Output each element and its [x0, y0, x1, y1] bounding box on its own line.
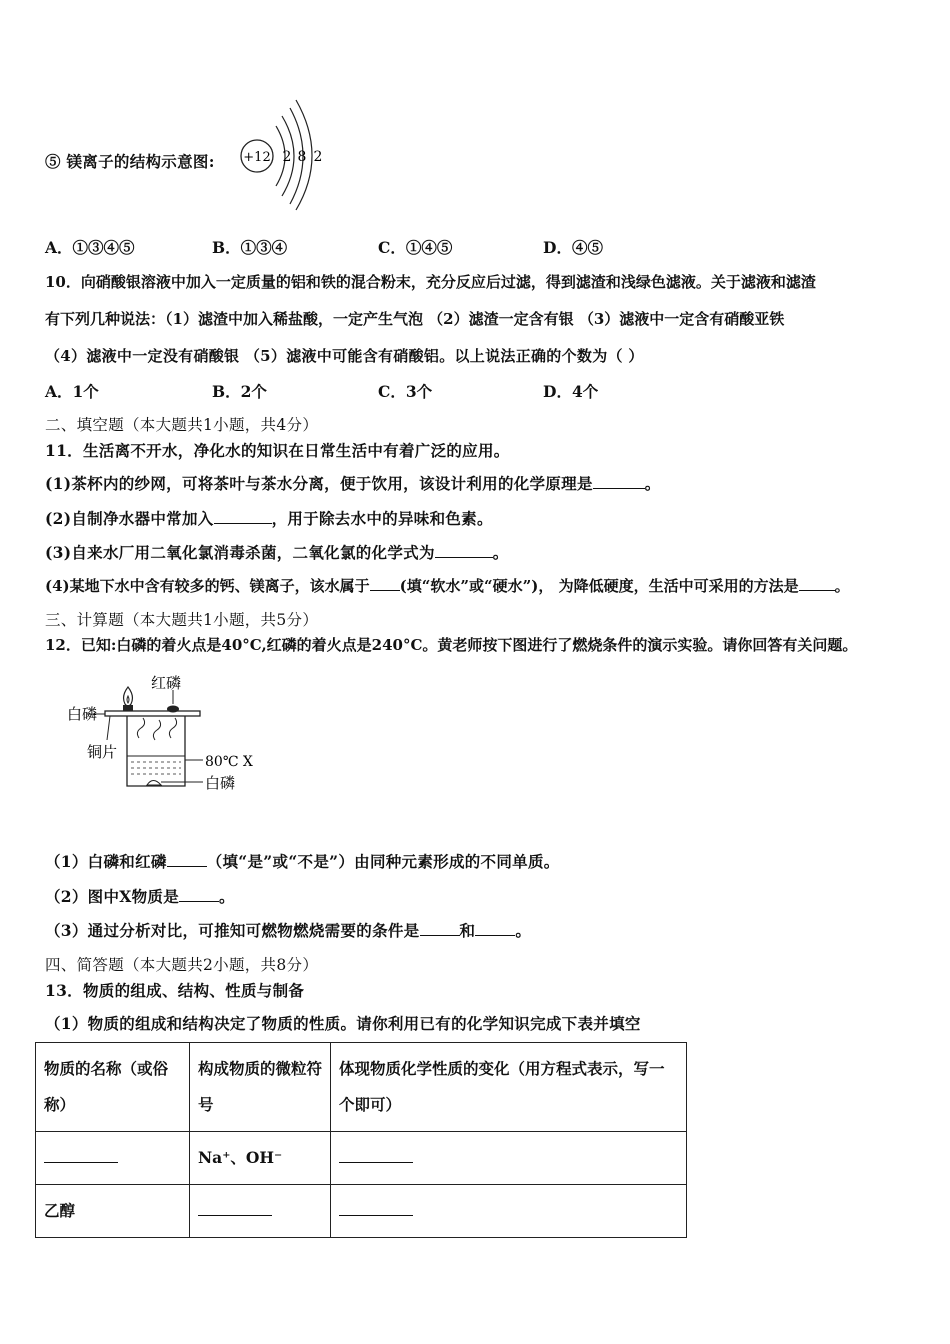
q11-part3: (3)自来水厂用二氧化氯消毒杀菌，二氧化氯的化学式为 。: [45, 543, 509, 562]
q9-item5-label: ⑤ 镁离子的结构示意图:: [45, 152, 215, 171]
q13-table: [35, 1042, 687, 1238]
label-copper-plate: 铜片: [87, 743, 118, 761]
q11-part4: (4)某地下水中含有较多的钙、镁离子，该水属于 (填“软水”或“硬水”)， 为降低硬度，生活中可采用的方法是 。: [45, 577, 850, 595]
q12-part2: （2）图中X物质是 。: [45, 887, 235, 906]
q10-line3: （4）滤液中一定没有硝酸银 （5）滤液中可能含有硝酸铝。以上说法正确的个数为（ ）: [45, 347, 644, 365]
q10-line2: 有下列几种说法：（1）滤渣中加入稀盐酸，一定产生气泡 （2）滤渣一定含有银 （3）滤液中一定含有硝酸亚铁: [45, 310, 785, 328]
section3-heading: 三、计算题（本大题共1小题，共5分）: [45, 611, 319, 629]
table-cell-blank[interactable]: [331, 1185, 687, 1238]
label-red-phosphorus: 红磷: [151, 674, 182, 692]
q9-option-c: C．①④⑤: [378, 238, 453, 257]
table-cell: 乙醇: [36, 1185, 190, 1238]
q9-option-b: B．①③④: [212, 238, 288, 257]
combustion-experiment-figure: [65, 668, 275, 798]
shell-2-count: 8: [297, 149, 307, 165]
table-row: [36, 1185, 687, 1238]
q13-part1: （1）物质的组成和结构决定了物质的性质。请你利用已有的化学知识完成下表并填空: [45, 1014, 641, 1033]
table-header-cell: 物质的名称（或俗称）: [36, 1043, 190, 1132]
q13-stem: 13．物质的组成、结构、性质与制备: [45, 981, 305, 1000]
q11-part2: (2)自制净水器中常加入 ，用于除去水中的异味和色素。: [45, 509, 493, 528]
q12-part3: （3）通过分析对比，可推知可燃物燃烧需要的条件是 和 。: [45, 921, 532, 940]
table-cell-blank[interactable]: [36, 1132, 190, 1185]
magnesium-ion-structure-diagram: [236, 96, 336, 211]
nucleus-charge: +12: [243, 150, 271, 165]
q10-option-a: A．1个: [45, 382, 99, 401]
q10-option-c: C．3个: [378, 382, 433, 401]
shell-3-count: 2: [313, 149, 323, 165]
q11-part1: (1)茶杯内的纱网，可将茶叶与茶水分离，便于饮用，该设计利用的化学原理是 。: [45, 474, 661, 493]
label-temperature-x: 80℃ X: [205, 754, 253, 770]
q12-stem: 12．已知:白磷的着火点是40°C,红磷的着火点是240°C。黄老师按下图进行了燃烧条件的演示实验。请你回答有关问题。: [45, 636, 858, 654]
table-cell-blank[interactable]: [331, 1132, 687, 1185]
section4-heading: 四、简答题（本大题共2小题，共8分）: [45, 956, 319, 974]
q12-part1: （1）白磷和红磷 （填“是”或“不是”）由同种元素形成的不同单质。: [45, 852, 560, 871]
table-cell: Na⁺、OH⁻: [190, 1132, 331, 1185]
q9-option-d: D．④⑤: [543, 238, 603, 257]
table-header-cell: 构成物质的微粒符号: [190, 1043, 331, 1132]
shell-1-count: 2: [282, 149, 292, 165]
q11-stem: 11．生活离不开水，净化水的知识在日常生活中有着广泛的应用。: [45, 441, 510, 460]
q10-option-d: D．4个: [543, 382, 599, 401]
table-header-row: [36, 1043, 687, 1132]
label-white-phosphorus-top: 白磷: [67, 705, 98, 723]
table-header-cell: 体现物质化学性质的变化（用方程式表示，写一个即可）: [331, 1043, 687, 1132]
q9-option-a: A．①③④⑤: [45, 238, 135, 257]
q10-option-b: B．2个: [212, 382, 267, 401]
section2-heading: 二、填空题（本大题共1小题，共4分）: [45, 416, 319, 434]
label-white-phosphorus-bottom: 白磷: [205, 774, 236, 792]
table-row: [36, 1132, 687, 1185]
q10-line1: 10．向硝酸银溶液中加入一定质量的铝和铁的混合粉末，充分反应后过滤，得到滤渣和浅绿色滤液。关于滤液和滤渣: [45, 273, 816, 291]
table-cell-blank[interactable]: [190, 1185, 331, 1238]
